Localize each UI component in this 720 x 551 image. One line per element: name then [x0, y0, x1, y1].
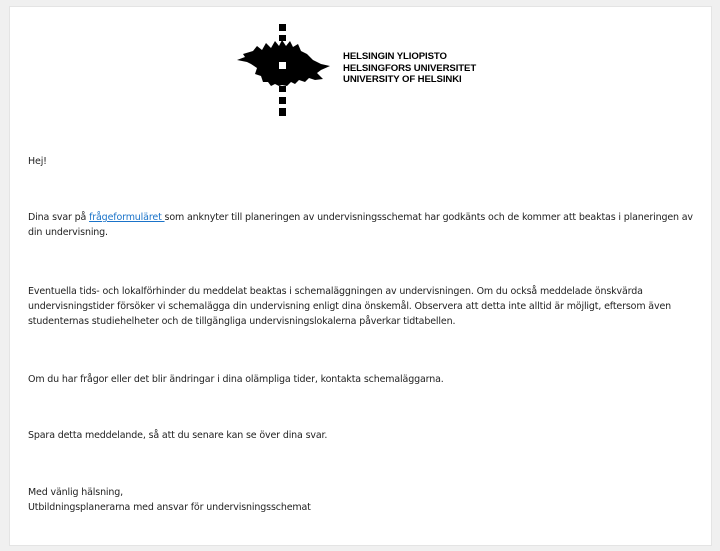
paragraph-confirmation: [28, 210, 693, 240]
closing: Med vänlig hälsning,: [28, 487, 124, 498]
university-name-english: UNIVERSITY OF HELSINKI: [343, 74, 462, 85]
university-name-swedish: HELSINGFORS UNIVERSITET: [343, 62, 477, 74]
email-header: [10, 7, 711, 122]
paragraph-confirmation-end: som anknyter till planeringen av undervisningsschemat har godkänts och de kommer att beaktas i planeringen av din undervisning.: [28, 212, 693, 238]
paragraph-confirmation-start: Dina svar på: [28, 212, 90, 223]
email-body: [10, 7, 711, 545]
paragraph-scheduling: Eventuella tids- och lokalförhinder du meddelat beaktas i schemaläggningen av undervisningen. Om du också meddelade önskvärda undervisningstider försöker vi schemalägga din undervisning enligt dina önskemål. Observera att detta inte alltid är möjligt, eftersom även studenternas studiehelheter och de tillgängliga undervisningslokalerna påverkar tidtabellen.: [28, 286, 672, 327]
questionnaire-link[interactable]: frågeformuläret: [89, 212, 165, 223]
university-name-finnish: HELSINGIN YLIOPISTO: [343, 51, 447, 62]
paragraph-contact: Om du har frågor eller det blir ändringar i dina olämpliga tider, kontakta schemaläggarna.: [28, 374, 444, 385]
paragraph-save-message: Spara detta meddelande, så att du senare kan se över dina svar.: [28, 430, 328, 441]
university-name: [343, 51, 476, 86]
helsinki-university-torch-logo-icon: [235, 24, 331, 116]
signature: Utbildningsplanerarna med ansvar för undervisningsschemat: [28, 502, 311, 513]
greeting: Hej!: [28, 156, 47, 167]
